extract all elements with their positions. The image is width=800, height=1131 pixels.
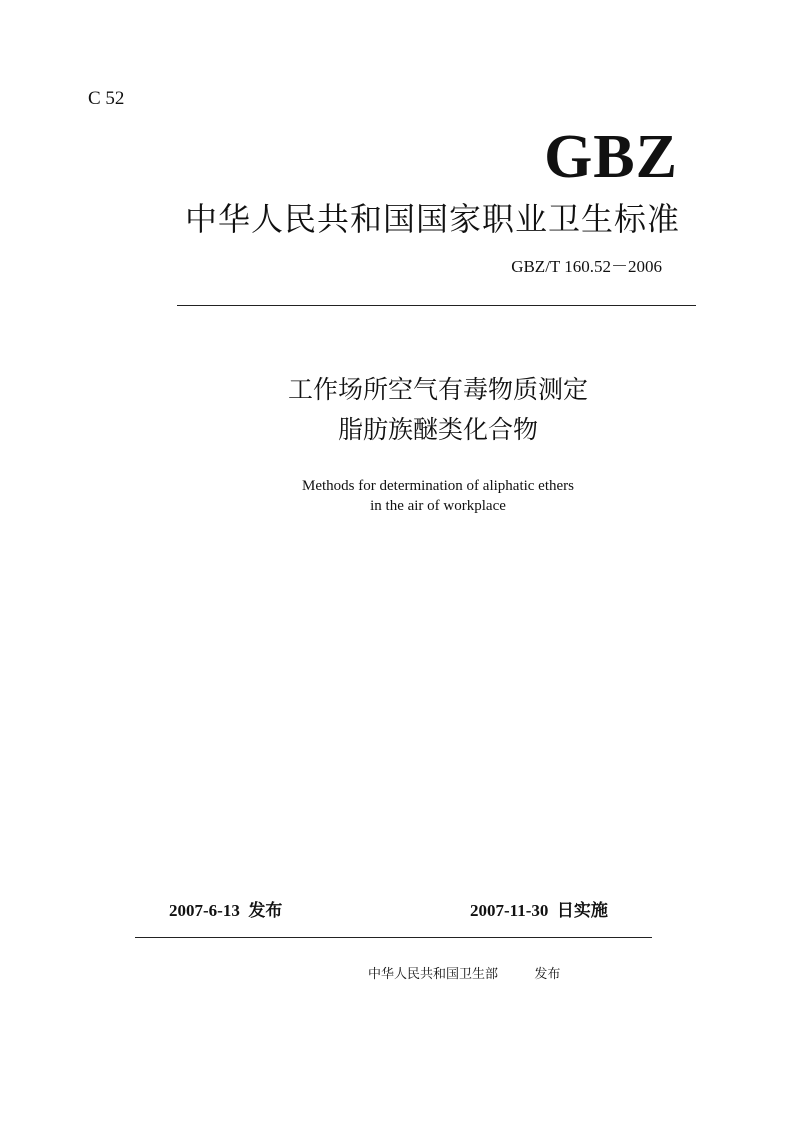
footer-divider (135, 937, 652, 938)
english-title (0, 476, 800, 516)
english-title-line-2: in the air of workplace (370, 498, 506, 514)
document-title-line-2: 脂肪族醚类化合物 (337, 415, 538, 444)
issue-date: 2007-6-13 发布 (169, 901, 283, 920)
publisher: 中华人民共和国卫生部 发布 (368, 967, 561, 982)
english-title-line-1: Methods for determination of aliphatic ethers (302, 478, 574, 494)
header-divider (177, 305, 696, 306)
document-title-line-1: 工作场所空气有毒物质测定 (287, 375, 588, 404)
standard-type-title: 中华人民共和国国家职业卫生标准 (184, 200, 680, 238)
classification-code: C 52 (88, 88, 125, 109)
document-title (0, 370, 800, 450)
standard-number: GBZ/T 160.52－2006 (511, 257, 662, 276)
gbz-logo: GBZ (544, 123, 678, 191)
implementation-date: 2007-11-30 日实施 (470, 901, 608, 920)
